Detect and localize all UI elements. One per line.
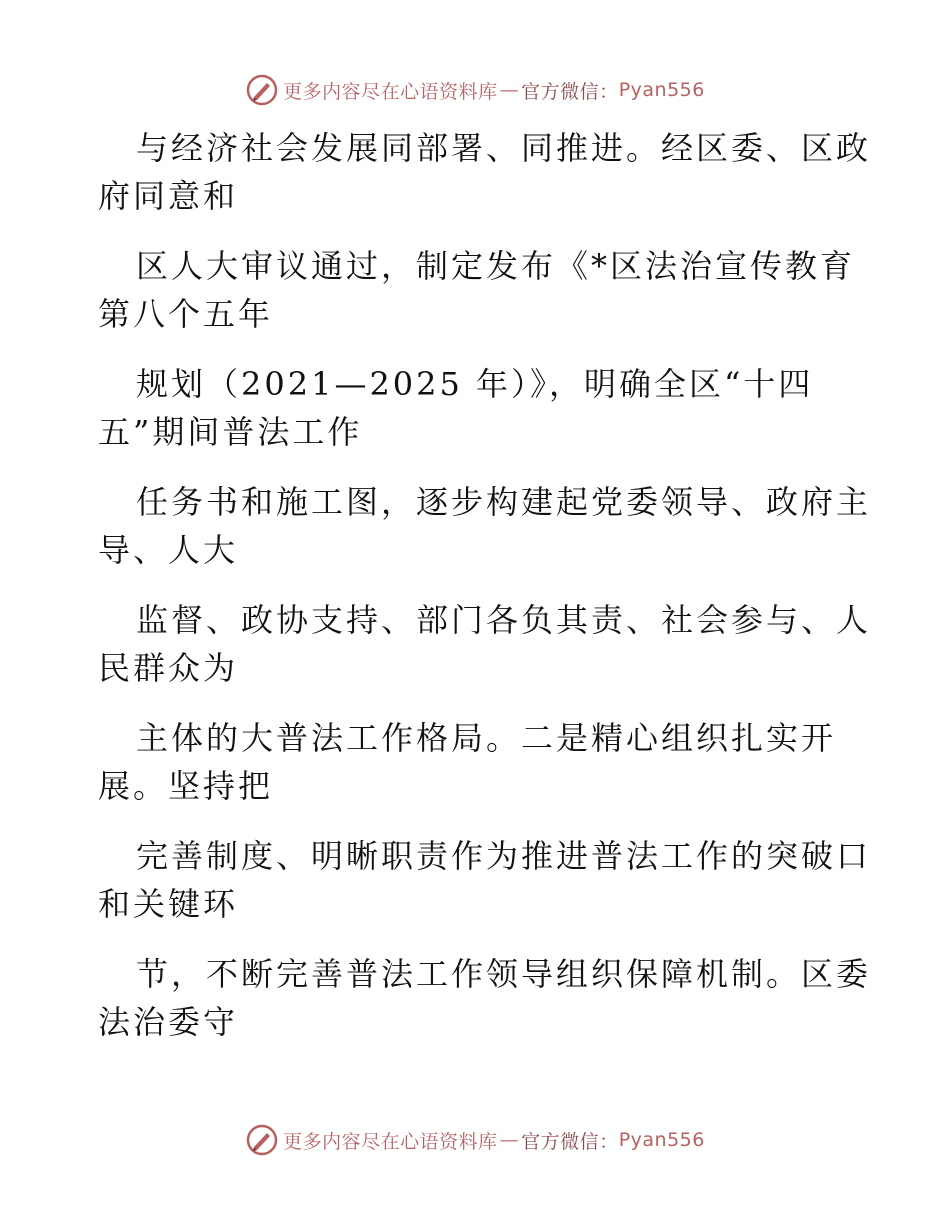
- footer-watermark: [0, 1120, 950, 1160]
- body-line: 监督、政协支持、部门各负其责、社会参与、人: [136, 601, 872, 639]
- body-line: 任务书和施工图，逐步构建起党委领导、政府主: [136, 483, 872, 521]
- body-line: 与经济社会发展同部署、同推进。经区委、区政: [136, 129, 872, 167]
- body-line: 展。坚持把: [98, 767, 274, 805]
- watermark-label: 官方微信：: [521, 80, 619, 103]
- body-line: 府同意和: [98, 177, 239, 215]
- watermark-main-text: 更多内容尽在心语资料库: [283, 1130, 498, 1153]
- body-line: 主体的大普法工作格局。二是精心组织扎实开: [136, 719, 837, 757]
- body-line: 节，不断完善普法工作领导组织保障机制。区委: [136, 955, 872, 993]
- body-line: 区人大审议通过，制定发布《*区法治宣传教育: [136, 247, 856, 285]
- body-line: 规划（2021—2025 年）》，明确全区“十四: [136, 365, 814, 403]
- document-body: [98, 124, 872, 1068]
- watermark-separator: —: [499, 79, 520, 101]
- watermark-label: 官方微信：: [521, 1130, 619, 1153]
- body-line: 法治委守: [98, 1003, 239, 1041]
- body-line: 导、人大: [98, 531, 239, 569]
- pen-logo-icon: [245, 73, 279, 107]
- body-line: 五”期间普法工作: [98, 413, 363, 451]
- body-line: 民群众为: [98, 649, 239, 687]
- watermark-main-text: 更多内容尽在心语资料库: [283, 80, 498, 103]
- watermark-separator: —: [499, 1129, 520, 1151]
- watermark-account: Pyan556: [618, 79, 705, 101]
- body-line: 第八个五年: [98, 295, 274, 333]
- header-watermark: [0, 70, 950, 110]
- pen-logo-icon: [245, 1123, 279, 1157]
- watermark-account: Pyan556: [618, 1129, 705, 1151]
- body-line: 完善制度、明晰职责作为推进普法工作的突破口: [136, 837, 872, 875]
- body-line: 和关键环: [98, 885, 239, 923]
